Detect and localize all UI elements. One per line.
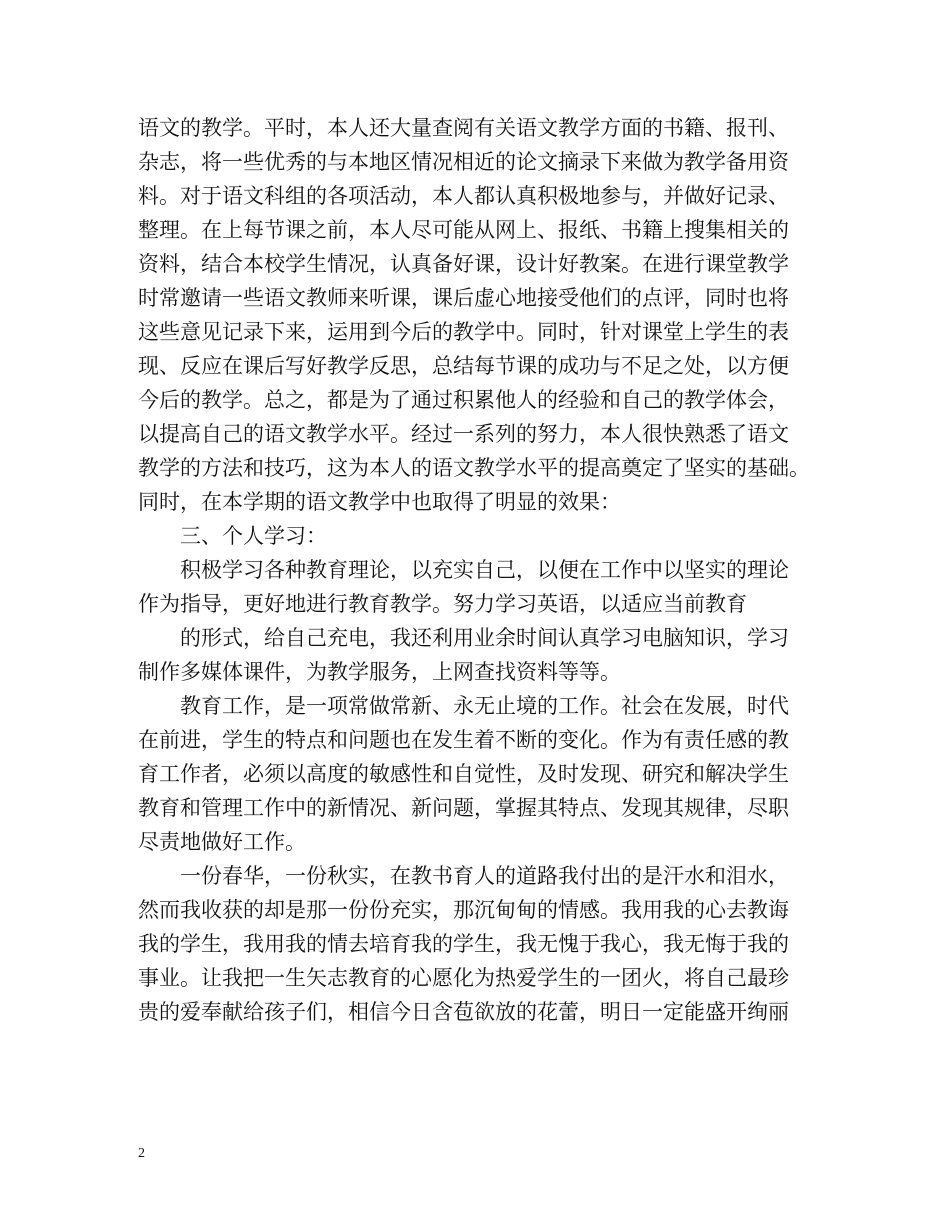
text-line: 事业。让我把一生矢志教育的心愿化为热爱学生的一团火，将自己最珍 (138, 966, 789, 990)
text-line: 的形式，给自己充电，我还利用业余时间认真学习电脑知识，学习 (180, 626, 789, 650)
text-line: 料。对于语文科组的各项活动，本人都认真积极地参与，并做好记录、 (138, 184, 789, 208)
text-line: 作为指导，更好地进行教育教学。努力学习英语，以适应当前教育 (138, 592, 747, 616)
page-number: 2 (138, 1146, 145, 1161)
text-line: 教育工作，是一项常做常新、永无止境的工作。社会在发展，时代 (180, 694, 789, 718)
text-line: 资料，结合本校学生情况，认真备好课，设计好教案。在进行课堂教学 (138, 252, 789, 276)
text-line: 贵的爱奉献给孩子们，相信今日含苞欲放的花蕾，明日一定能盛开绚丽 (138, 1000, 789, 1024)
text-line: 然而我收获的却是那一份份充实，那沉甸甸的情感。我用我的心去教诲 (138, 898, 789, 922)
text-line: 一份春华，一份秋实，在教书育人的道路我付出的是汗水和泪水， (180, 864, 789, 888)
text-line: 现、反应在课后写好教学反思，总结每节课的成功与不足之处，以方便 (138, 354, 789, 378)
document-body (138, 111, 838, 1029)
text-line: 今后的教学。总之，都是为了通过积累他人的经验和自己的教学体会， (138, 388, 789, 412)
text-line: 我的学生，我用我的情去培育我的学生，我无愧于我心，我无悔于我的 (138, 932, 789, 956)
text-line: 时常邀请一些语文教师来听课，课后虚心地接受他们的点评，同时也将 (138, 286, 789, 310)
text-line: 教育和管理工作中的新情况、新问题，掌握其特点、发现其规律，尽职 (138, 796, 789, 820)
text-line: 整理。在上每节课之前，本人尽可能从网上、报纸、书籍上搜集相关的 (138, 218, 789, 242)
text-line: 这些意见记录下来，运用到今后的教学中。同时，针对课堂上学生的表 (138, 320, 789, 344)
text-line: 在前进，学生的特点和问题也在发生着不断的变化。作为有责任感的教 (138, 728, 789, 752)
text-line: 同时，在本学期的语文教学中也取得了明显的效果： (138, 490, 621, 514)
text-line: 教学的方法和技巧，这为本人的语文教学水平的提高奠定了坚实的基础。 (138, 456, 810, 480)
text-line: 尽责地做好工作。 (138, 830, 306, 854)
text-line: 育工作者，必须以高度的敏感性和自觉性，及时发现、研究和解决学生 (138, 762, 789, 786)
text-line: 积极学习各种教育理论，以充实自己，以便在工作中以坚实的理论 (180, 558, 789, 582)
text-line: 制作多媒体课件，为教学服务，上网查找资料等等。 (138, 660, 621, 684)
text-line: 三、个人学习： (180, 524, 327, 548)
text-line: 语文的教学。平时，本人还大量查阅有关语文教学方面的书籍、报刊、 (138, 116, 789, 140)
text-line: 杂志，将一些优秀的与本地区情况相近的论文摘录下来做为教学备用资 (138, 150, 789, 174)
text-line: 以提高自己的语文教学水平。经过一系列的努力，本人很快熟悉了语文 (138, 422, 789, 446)
